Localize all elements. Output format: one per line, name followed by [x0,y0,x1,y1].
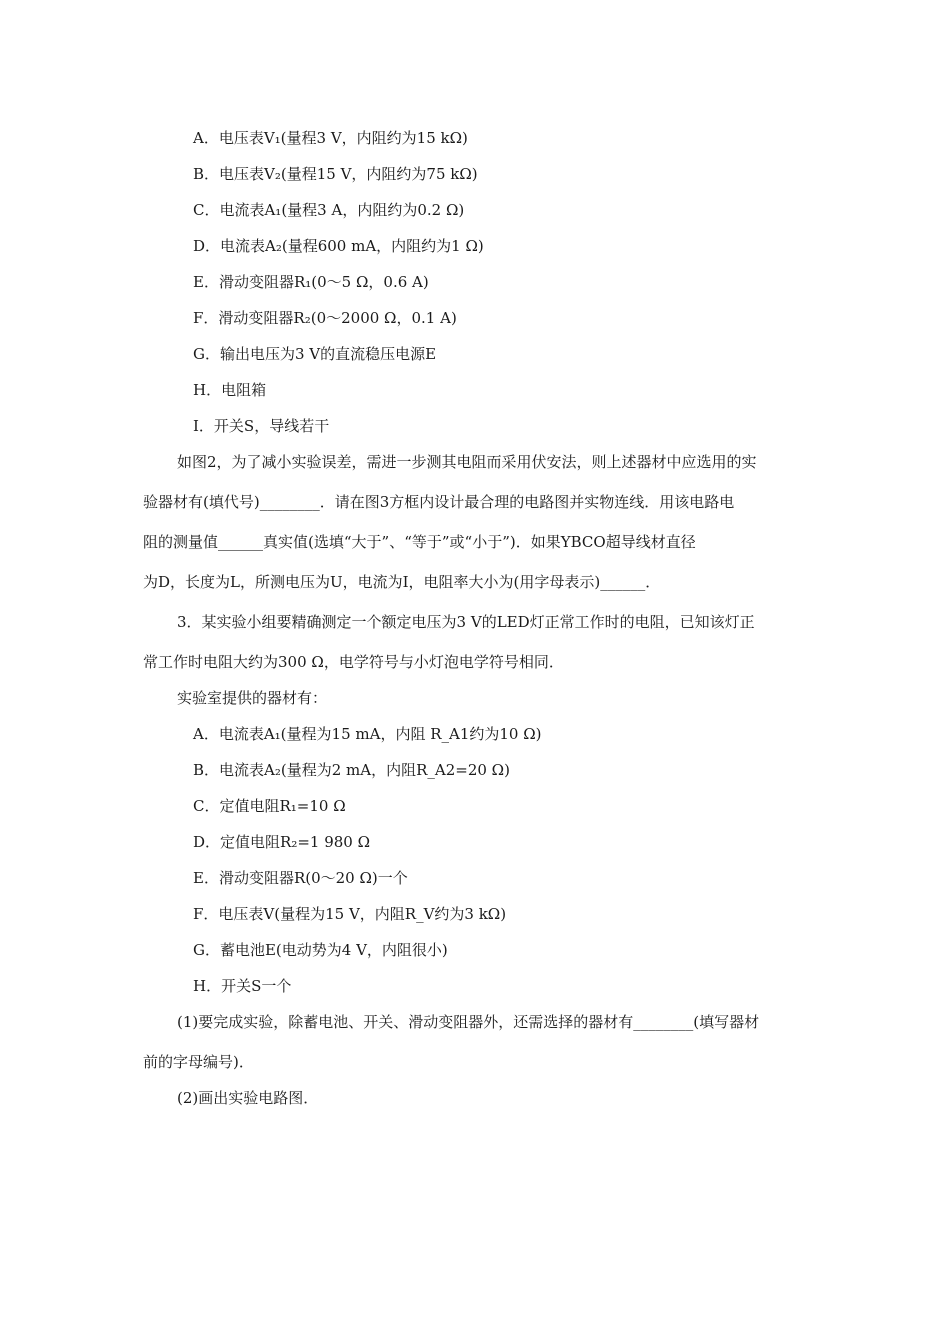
equip-e-rheostat: E．滑动变阻器R(0～20 Ω)一个 [193,869,408,887]
option-g-power-source: G．输出电压为3 V的直流稳压电源E [193,345,437,363]
equip-a-ammeter-a1: A．电流表A₁(量程为15 mA，内阻 R_A1约为10 Ω) [193,725,542,743]
option-f-rheostat-r2: F．滑动变阻器R₂(0～2000 Ω，0.1 A) [193,309,457,327]
option-b-voltmeter-v2: B．电压表V₂(量程15 V，内阻约为75 kΩ) [193,165,478,183]
equip-d-resistor-r2: D．定值电阻R₂=1 980 Ω [193,833,371,851]
sub-question-1-cont: 前的字母编号)． [143,1053,254,1071]
equip-f-voltmeter: F．电压表V(量程为15 V，内阻R_V约为3 kΩ) [193,905,507,923]
option-c-ammeter-a1: C．电流表A₁(量程3 A，内阻约为0.2 Ω) [193,201,465,219]
paragraph-line: 验器材有(填代号)________．请在图3方框内设计最合理的电路图并实物连线．用该电路电 [143,493,735,511]
paragraph-line: 阻的测量值______真实值(选填“大于”、“等于”或“小于”)．如果YBCO超导线材直径 [143,533,696,551]
paragraph-line: 如图2，为了减小实验误差，需进一步测其电阻而采用伏安法，则上述器材中应选用的实 [177,453,757,471]
paragraph-line: 为D，长度为L，所测电压为U，电流为I，电阻率大小为(用字母表示)______． [143,573,661,591]
question-3-line: 常工作时电阻大约为300 Ω，电学符号与小灯泡电学符号相同． [143,653,564,671]
equip-h-switch: H．开关S一个 [193,977,292,995]
sub-question-2: (2)画出实验电路图． [177,1089,319,1107]
option-e-rheostat-r1: E．滑动变阻器R₁(0～5 Ω，0.6 A) [193,273,429,291]
equip-b-ammeter-a2: B．电流表A₂(量程为2 mA，内阻R_A2=20 Ω) [193,761,510,779]
option-h-resistance-box: H．电阻箱 [193,381,267,399]
equip-c-resistor-r1: C．定值电阻R₁=10 Ω [193,797,346,815]
question-3-line: 3．某实验小组要精确测定一个额定电压为3 V的LED灯正常工作时的电阻，已知该灯正 [177,613,755,631]
sub-question-1: (1)要完成实验，除蓄电池、开关、滑动变阻器外，还需选择的器材有________(填写器材 [177,1013,760,1031]
option-d-ammeter-a2: D．电流表A₂(量程600 mA，内阻约为1 Ω) [193,237,484,255]
option-i-switch: I．开关S，导线若干 [193,417,330,435]
option-a-voltmeter-v1: A．电压表V₁(量程3 V，内阻约为15 kΩ) [193,129,468,147]
equipment-intro: 实验室提供的器材有： [177,689,328,707]
equip-g-battery: G．蓄电池E(电动势为4 V，内阻很小) [193,941,448,959]
